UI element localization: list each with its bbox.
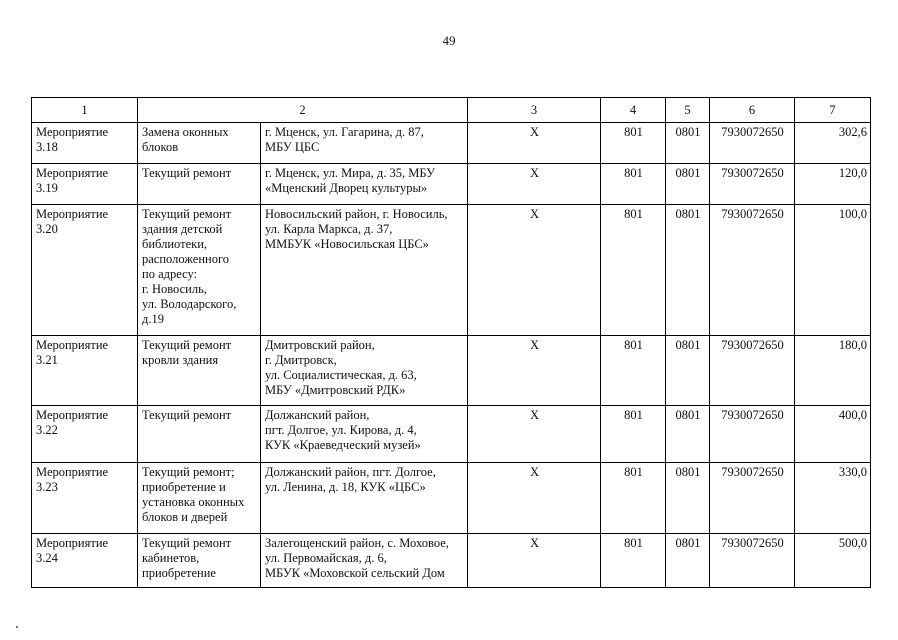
event-cell: Мероприятие 3.20 — [32, 205, 138, 336]
code-cell: 7930072650 — [710, 205, 795, 336]
address-cell: Новосильский район, г. Новосиль, ул. Карла Маркса, д. 37, ММБУК «Новосильская ЦБС» — [261, 205, 468, 336]
column-4-cell: 801 — [601, 406, 666, 463]
table-row — [32, 406, 871, 463]
event-cell: Мероприятие 3.22 — [32, 406, 138, 463]
header-cell-7: 7 — [795, 98, 871, 123]
address-cell: г. Мценск, ул. Мира, д. 35, МБУ «Мценский Дворец культуры» — [261, 164, 468, 205]
address-cell: Должанский район, пгт. Долгое, ул. Кирова, д. 4, КУК «Краеведческий музей» — [261, 406, 468, 463]
event-cell: Мероприятие 3.19 — [32, 164, 138, 205]
header-cell-2: 2 — [138, 98, 468, 123]
header-row — [32, 98, 871, 123]
code-cell: 7930072650 — [710, 463, 795, 534]
work-cell: Текущий ремонт; приобретение и установка оконных блоков и дверей — [138, 463, 261, 534]
column-5-cell: 0801 — [666, 534, 710, 588]
amount-cell: 400,0 — [795, 406, 871, 463]
code-cell: 7930072650 — [710, 336, 795, 406]
x-mark-cell: Х — [468, 534, 601, 588]
amount-cell: 120,0 — [795, 164, 871, 205]
amount-cell: 500,0 — [795, 534, 871, 588]
column-4-cell: 801 — [601, 205, 666, 336]
header-cell-6: 6 — [710, 98, 795, 123]
header-cell-5: 5 — [666, 98, 710, 123]
table-row — [32, 164, 871, 205]
code-cell: 7930072650 — [710, 164, 795, 205]
column-4-cell: 801 — [601, 534, 666, 588]
column-4-cell: 801 — [601, 164, 666, 205]
column-4-cell: 801 — [601, 336, 666, 406]
work-cell: Текущий ремонт кабинетов, приобретение — [138, 534, 261, 588]
work-cell: Текущий ремонт — [138, 164, 261, 205]
x-mark-cell: Х — [468, 205, 601, 336]
event-cell: Мероприятие 3.23 — [32, 463, 138, 534]
column-4-cell: 801 — [601, 463, 666, 534]
table-row — [32, 123, 871, 164]
amount-cell: 302,6 — [795, 123, 871, 164]
work-cell: Замена оконных блоков — [138, 123, 261, 164]
column-5-cell: 0801 — [666, 406, 710, 463]
column-5-cell: 0801 — [666, 336, 710, 406]
table-row — [32, 534, 871, 588]
code-cell: 7930072650 — [710, 406, 795, 463]
amount-cell: 180,0 — [795, 336, 871, 406]
scan-speck — [16, 626, 18, 628]
work-cell: Текущий ремонт — [138, 406, 261, 463]
table-row — [32, 463, 871, 534]
event-cell: Мероприятие 3.18 — [32, 123, 138, 164]
address-cell: Залегощенский район, с. Моховое, ул. Первомайская, д. 6, МБУК «Моховской сельский Дом — [261, 534, 468, 588]
budget-table — [31, 97, 871, 588]
code-cell: 7930072650 — [710, 123, 795, 164]
column-4-cell: 801 — [601, 123, 666, 164]
x-mark-cell: Х — [468, 336, 601, 406]
address-cell: Дмитровский район, г. Дмитровск, ул. Социалистическая, д. 63, МБУ «Дмитровский РДК» — [261, 336, 468, 406]
event-cell: Мероприятие 3.21 — [32, 336, 138, 406]
x-mark-cell: Х — [468, 463, 601, 534]
amount-cell: 330,0 — [795, 463, 871, 534]
column-5-cell: 0801 — [666, 463, 710, 534]
x-mark-cell: Х — [468, 123, 601, 164]
x-mark-cell: Х — [468, 164, 601, 205]
table-row — [32, 336, 871, 406]
table-row — [32, 205, 871, 336]
column-5-cell: 0801 — [666, 205, 710, 336]
address-cell: г. Мценск, ул. Гагарина, д. 87, МБУ ЦБС — [261, 123, 468, 164]
header-cell-1: 1 — [32, 98, 138, 123]
x-mark-cell: Х — [468, 406, 601, 463]
page-number: 49 — [442, 33, 456, 48]
amount-cell: 100,0 — [795, 205, 871, 336]
column-5-cell: 0801 — [666, 123, 710, 164]
header-cell-3: 3 — [468, 98, 601, 123]
work-cell: Текущий ремонт кровли здания — [138, 336, 261, 406]
column-5-cell: 0801 — [666, 164, 710, 205]
work-cell: Текущий ремонт здания детской библиотеки, расположенного по адресу: г. Новосиль, ул. Володарского, д.19 — [138, 205, 261, 336]
code-cell: 7930072650 — [710, 534, 795, 588]
event-cell: Мероприятие 3.24 — [32, 534, 138, 588]
header-cell-4: 4 — [601, 98, 666, 123]
address-cell: Должанский район, пгт. Долгое, ул. Ленина, д. 18, КУК «ЦБС» — [261, 463, 468, 534]
